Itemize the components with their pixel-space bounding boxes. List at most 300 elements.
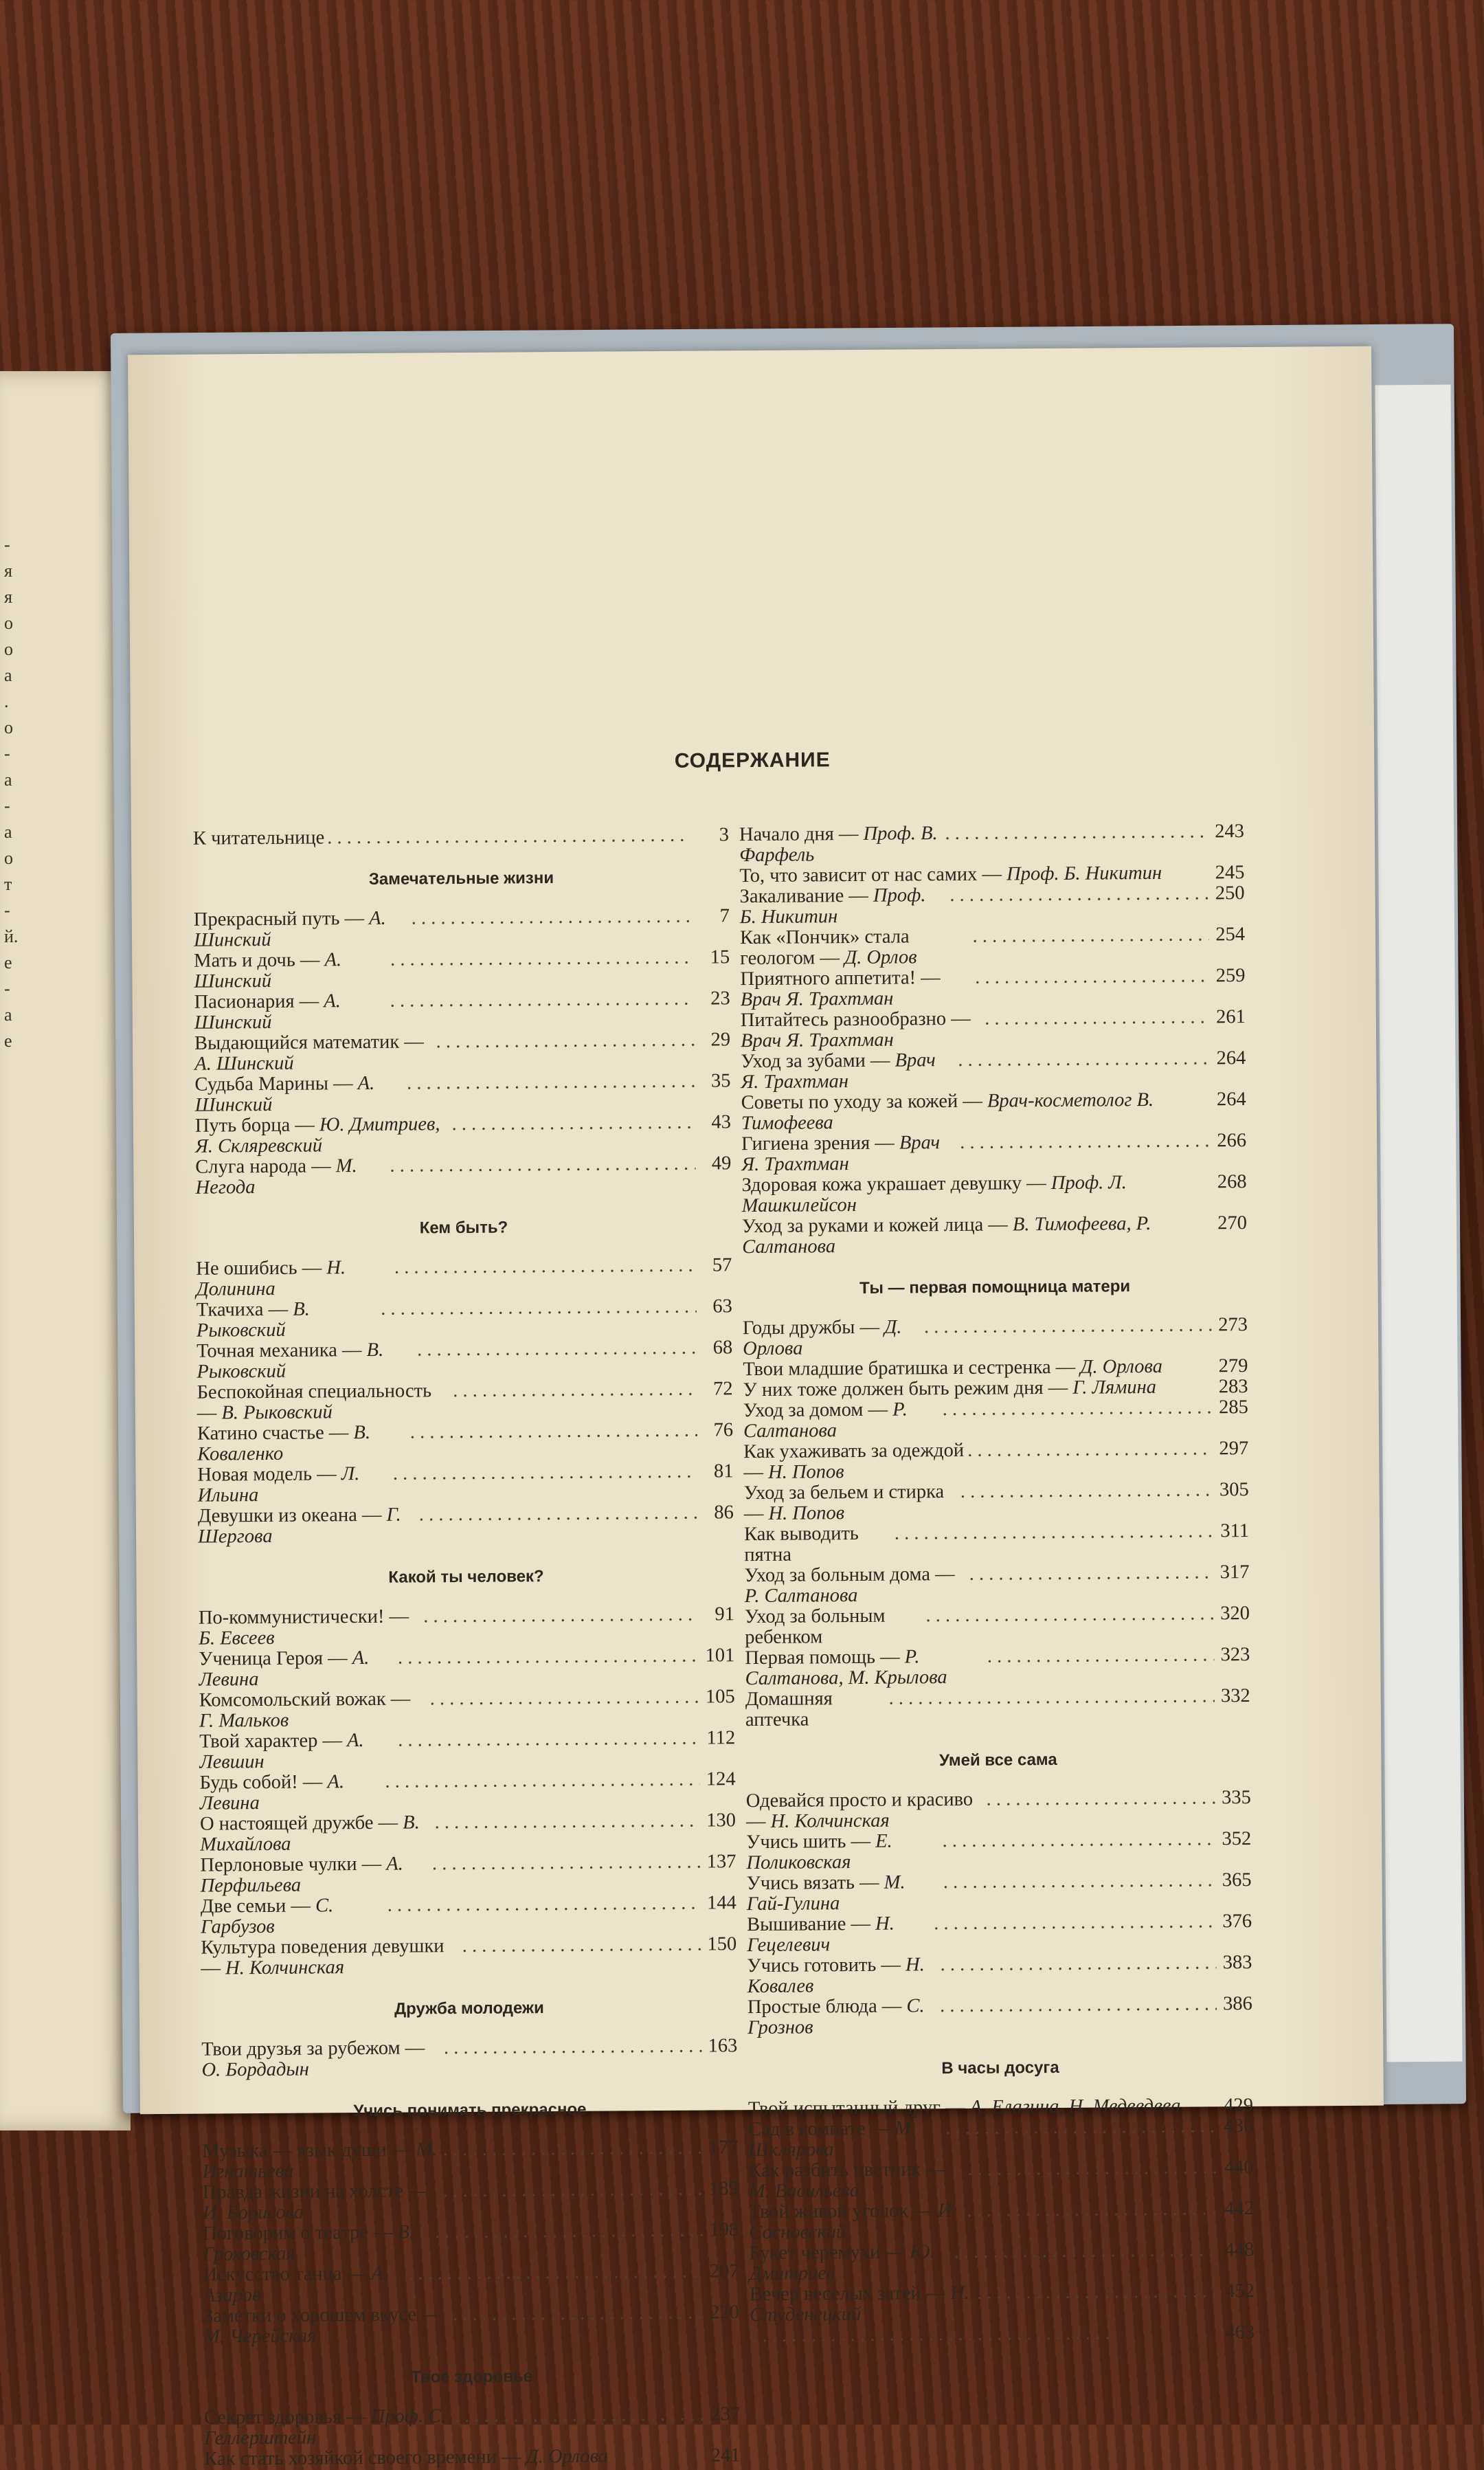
toc-entry xyxy=(741,1089,1246,1134)
page-number: 124 xyxy=(699,1769,735,1790)
leader-dots xyxy=(965,1438,1213,1461)
toc-entry xyxy=(202,2137,738,2182)
entry-text: Твои друзья за рубежом — xyxy=(201,2037,425,2060)
entry-title xyxy=(199,1648,395,1691)
toc-entry xyxy=(741,1172,1246,1216)
entry-author: А. Елагина, Н. Медведева xyxy=(970,2095,1181,2118)
entry-text: По-коммунистически! — xyxy=(199,1606,409,1629)
left-page-fragment: а xyxy=(4,771,12,789)
leader-dots xyxy=(969,924,1209,946)
entry-author: М. Черейская xyxy=(203,2326,316,2348)
entry-title xyxy=(744,1564,967,1607)
page-number: 376 xyxy=(1216,1911,1252,1932)
toc-entry xyxy=(196,1337,732,1382)
entry-author: М. Игнатьева xyxy=(202,2139,437,2182)
leader-dots xyxy=(972,966,1209,988)
leader-dots xyxy=(385,1893,701,1916)
toc-entry xyxy=(741,1048,1246,1093)
leader-dots xyxy=(387,1154,695,1177)
leader-dots xyxy=(395,1728,699,1751)
page-number: 43 xyxy=(695,1112,731,1133)
entry-author: Е. Поликовская xyxy=(746,1831,892,1873)
page-number: 273 xyxy=(1212,1315,1248,1335)
entry-text: Простые блюда — xyxy=(747,1995,907,2018)
section-heading: Замечательные жизни xyxy=(193,867,729,890)
entry-author: Проф. Л. Машкилейсон xyxy=(742,1172,1127,1216)
entry-title xyxy=(739,863,1208,887)
page-number: 297 xyxy=(1213,1438,1248,1459)
entry-author: В. Рыковский xyxy=(196,1299,310,1342)
toc-entry xyxy=(201,1893,737,1937)
entry-text: Две семьи — xyxy=(201,1895,315,1917)
page-number: 130 xyxy=(700,1810,736,1831)
leader-dots xyxy=(955,1048,1210,1071)
entry-author: Р. Салтанова xyxy=(743,1399,908,1442)
entry-text: Правда жизни на холсте — xyxy=(203,2180,428,2203)
entry-author: Н. Попов xyxy=(768,1461,844,1483)
page-number: 320 xyxy=(1214,1603,1250,1624)
toc-column-right xyxy=(739,821,1255,2346)
entry-author: М. Негода xyxy=(195,1155,357,1199)
entry-author: Врач-косметолог В. Тимофеева xyxy=(741,1089,1154,1134)
entry-title xyxy=(747,1996,938,2038)
entry-author: Ю. Дмитриев, Я. Скляревский xyxy=(195,1113,440,1157)
entry-author: Проф. В. Фарфель xyxy=(739,823,938,866)
entry-author: Н. Студенецкий xyxy=(750,2282,969,2326)
entry-title xyxy=(193,827,324,849)
page-number: 72 xyxy=(697,1379,733,1399)
toc-entry xyxy=(740,883,1245,928)
toc-entry xyxy=(194,947,730,992)
entry-text: Беспокойная специальность — xyxy=(197,1380,432,1423)
toc-entry xyxy=(750,2281,1255,2326)
entry-title xyxy=(204,2446,704,2470)
toc-entry xyxy=(744,1521,1249,1566)
toc-entry xyxy=(748,2116,1253,2161)
toc-entry xyxy=(201,2036,737,2080)
toc-entry xyxy=(199,1769,735,1814)
leader-dots xyxy=(937,1994,1217,2016)
entry-title xyxy=(197,1423,407,1465)
leader-dots xyxy=(974,2281,1219,2303)
entry-author: Проф. Б. Никитин xyxy=(740,884,926,928)
leader-dots xyxy=(943,2116,1217,2139)
toc-entry xyxy=(750,2322,1255,2346)
entry-text: Судьба Марины — xyxy=(194,1073,357,1095)
page-number: 264 xyxy=(1210,1048,1246,1069)
page-number: 81 xyxy=(697,1461,733,1482)
entry-author: Р. Салтанова xyxy=(745,1585,858,1607)
section-heading: Какой ты человек? xyxy=(198,1566,734,1588)
entry-text: Ученица Героя — xyxy=(199,1647,352,1670)
entry-text: Не ошибись — xyxy=(196,1257,326,1279)
leader-dots xyxy=(940,1397,1213,1420)
entry-text: Выдающийся математик — xyxy=(194,1031,424,1054)
cover-edge xyxy=(1375,385,1462,2062)
toc-entry xyxy=(740,924,1245,969)
toc-entry xyxy=(203,2179,739,2223)
page-number: 365 xyxy=(1216,1870,1252,1891)
toc-entry xyxy=(203,2261,739,2306)
leader-dots xyxy=(937,1952,1216,1975)
toc-entry xyxy=(743,1315,1248,1359)
page-number: 352 xyxy=(1215,1829,1251,1849)
leader-dots xyxy=(939,1829,1215,1851)
entry-text: Комсомольский вожак — xyxy=(199,1689,411,1711)
entry-author: А. Шинский xyxy=(194,908,386,951)
entry-text: Как ухаживать за одеждой — xyxy=(743,1440,964,1483)
page-number: 76 xyxy=(697,1420,733,1440)
page-number: 452 xyxy=(1219,2281,1255,2302)
entry-text: Культура поведения девушки — xyxy=(201,1935,444,1979)
entry-title xyxy=(745,1689,886,1731)
toc-entry xyxy=(747,1870,1252,1915)
entry-author: Л. Ильина xyxy=(198,1463,360,1506)
entry-author: В. Гроховская xyxy=(203,2222,414,2265)
page-number: 163 xyxy=(701,2036,737,2056)
entry-text: Как выводить пятна xyxy=(744,1523,859,1566)
entry-title xyxy=(201,2038,441,2080)
left-page-fragment: . xyxy=(4,693,9,711)
leader-dots xyxy=(414,1338,697,1361)
page-number: 383 xyxy=(1216,1952,1252,1973)
left-page xyxy=(0,371,131,2130)
entry-text: Пасионария — xyxy=(194,990,324,1012)
leader-dots xyxy=(432,2221,703,2243)
entry-text: Годы дружбы — xyxy=(743,1317,884,1339)
page-number: 323 xyxy=(1214,1645,1250,1665)
entry-title xyxy=(198,1504,416,1547)
leader-dots xyxy=(952,2240,1219,2262)
page-number: 91 xyxy=(699,1604,734,1625)
entry-text: Советы по уходу за кожей — xyxy=(741,1091,987,1114)
entry-text: У них тоже должен быть режим дня — xyxy=(743,1377,1073,1401)
entry-author: А. Шинский xyxy=(194,990,341,1033)
toc-entry xyxy=(744,1480,1249,1524)
entry-author: В. Тимофеева, Р. Салтанова xyxy=(742,1213,1151,1258)
entry-title xyxy=(744,1524,892,1566)
toc-entry xyxy=(746,1829,1251,1873)
leader-dots xyxy=(387,948,694,970)
leader-dots xyxy=(985,1645,1215,1667)
left-page-fragment: а xyxy=(4,667,12,685)
page-number: 264 xyxy=(1211,1089,1246,1110)
section-heading: Учись понимать прекрасное xyxy=(202,2099,738,2122)
entry-title xyxy=(203,2264,405,2306)
entry-title xyxy=(741,1050,955,1093)
leader-dots xyxy=(921,1315,1212,1337)
entry-text: Приятного аппетита! — xyxy=(740,967,940,990)
page-number: 268 xyxy=(1211,1172,1246,1192)
entry-title xyxy=(743,1377,1213,1401)
entry-author: Б. Евсеев xyxy=(199,1627,275,1649)
entry-title xyxy=(743,1317,921,1359)
entry-author: В. Рыковский xyxy=(196,1339,383,1383)
leader-dots xyxy=(387,989,695,1012)
page-number: 250 xyxy=(1208,883,1244,904)
toc-entry xyxy=(196,1255,732,1300)
entry-text: Как «Пончик» стала геологом — xyxy=(740,926,910,969)
page-number: 285 xyxy=(1213,1397,1248,1418)
toc-entry xyxy=(199,1687,735,1731)
toc-entry xyxy=(749,2199,1254,2243)
leader-dots xyxy=(450,1379,697,1402)
entry-author: Г. Шергова xyxy=(198,1504,401,1548)
entry-title xyxy=(741,1089,1211,1134)
entry-title xyxy=(196,1339,414,1382)
entry-title xyxy=(743,1440,965,1483)
entry-text: Первая помощь — xyxy=(745,1647,905,1669)
toc-entry xyxy=(745,1686,1250,1731)
toc-entry xyxy=(195,1112,731,1157)
leader-dots xyxy=(923,1603,1214,1626)
leader-dots xyxy=(407,1421,697,1443)
leader-dots xyxy=(431,1811,700,1834)
entry-title xyxy=(748,2159,965,2202)
page-number: 442 xyxy=(1218,2199,1254,2219)
entry-title xyxy=(197,1381,451,1424)
toc-entry xyxy=(197,1379,733,1423)
entry-title xyxy=(194,1032,434,1074)
toc-entry xyxy=(743,1397,1248,1442)
entry-title xyxy=(748,2118,943,2161)
toc-entry xyxy=(199,1645,734,1690)
entry-author: Врач Я. Трахтман xyxy=(741,1030,894,1052)
entry-title xyxy=(196,1258,392,1300)
page-number: 237 xyxy=(704,2404,740,2425)
entry-title xyxy=(742,1213,1211,1258)
toc-entry xyxy=(194,906,730,950)
left-page-fragment: - xyxy=(4,980,10,998)
entry-author: Д. Орлова xyxy=(1080,1356,1162,1378)
entry-author: М. Васильева xyxy=(749,2180,859,2202)
left-page-fragment: - xyxy=(4,536,10,554)
entry-text: Ткачиха — xyxy=(196,1299,293,1321)
page-number: 198 xyxy=(703,2220,739,2240)
toc-entry xyxy=(199,1604,734,1649)
leader-dots xyxy=(420,1605,699,1627)
entry-title xyxy=(739,823,943,866)
entry-title xyxy=(203,2181,441,2223)
toc-entry xyxy=(739,821,1244,866)
toc-entry xyxy=(195,1153,731,1198)
left-page-fragment: а xyxy=(4,823,12,841)
entry-text: Твой испытанный друг — xyxy=(748,2097,970,2119)
section-heading: Кем быть? xyxy=(196,1216,732,1239)
leader-dots xyxy=(440,2138,703,2161)
entry-author: Врач Я. Трахтман xyxy=(741,1049,935,1093)
entry-title xyxy=(195,1156,387,1199)
entry-author: И. Борисова xyxy=(203,2202,304,2224)
leader-dots xyxy=(450,2303,704,2326)
entry-text: Прекрасный путь — xyxy=(194,908,370,931)
entry-text: Учись шить — xyxy=(746,1831,875,1853)
entry-text: Закаливание — xyxy=(740,885,874,907)
page-number: 101 xyxy=(699,1645,734,1666)
entry-author: Н. Долинина xyxy=(196,1257,346,1300)
entry-author: А. Левшин xyxy=(199,1730,363,1773)
leader-dots xyxy=(947,883,1208,906)
left-page-fragment: й. xyxy=(4,928,18,946)
entry-title xyxy=(741,1009,982,1052)
page-number: 279 xyxy=(1212,1356,1248,1377)
entry-text: Учись готовить — xyxy=(747,1955,906,1977)
leader-dots xyxy=(429,1852,701,1875)
entry-title xyxy=(743,1399,940,1442)
leader-dots xyxy=(452,2405,704,2427)
left-page-fragment: о xyxy=(4,614,13,632)
entry-title xyxy=(199,1731,395,1773)
left-page-fragment: - xyxy=(4,745,10,763)
leader-dots xyxy=(886,1686,1214,1709)
leader-dots xyxy=(982,1007,1210,1029)
left-page-fragment: о xyxy=(4,641,13,658)
toc-entry xyxy=(743,1438,1248,1483)
left-page-fragment: о xyxy=(4,719,13,737)
section-heading: Твое здоровье xyxy=(204,2366,740,2388)
entry-title xyxy=(746,1831,940,1873)
section-heading: Дружба молодежи xyxy=(201,1997,737,2020)
leader-dots xyxy=(392,1256,697,1278)
page-number: 35 xyxy=(695,1071,730,1091)
toc-entry xyxy=(194,1030,730,1074)
page-number: 220 xyxy=(704,2302,739,2323)
entry-title xyxy=(201,1895,385,1938)
entry-title xyxy=(750,2283,975,2326)
page-number: 261 xyxy=(1210,1007,1246,1027)
left-page-fragment: е xyxy=(4,1032,12,1050)
entry-author: Врач Я. Трахтман xyxy=(741,988,894,1011)
entry-title xyxy=(749,2242,952,2284)
entry-title xyxy=(196,1299,379,1342)
entry-text: Как стать хозяйкой своего времени — xyxy=(204,2446,526,2469)
left-page-fragment: я xyxy=(4,588,12,606)
page-number: 436 xyxy=(1217,2116,1253,2137)
entry-author: А. Шинский xyxy=(194,1053,293,1075)
entry-text: Уход за бельем и стирка — xyxy=(744,1481,945,1524)
toc-entry xyxy=(193,825,729,849)
page-number: 150 xyxy=(701,1934,737,1955)
entry-text: Твои младшие братишка и сестренка — xyxy=(743,1357,1080,1380)
entry-author: С. Гарбузов xyxy=(201,1895,333,1937)
toc-entry xyxy=(749,2240,1254,2284)
entry-title xyxy=(194,909,409,951)
toc-entry xyxy=(203,2302,739,2347)
entry-title xyxy=(747,1872,941,1915)
page-number: 448 xyxy=(1218,2240,1254,2260)
entry-title xyxy=(200,1812,432,1855)
page-number: 137 xyxy=(700,1851,736,1872)
toc-entry xyxy=(201,1934,737,1979)
toc-entry xyxy=(200,1851,736,1896)
entry-text: Новая модель — xyxy=(197,1463,341,1485)
entry-text: Начало дня — xyxy=(739,823,864,845)
entry-title xyxy=(741,1133,957,1175)
toc-entry xyxy=(747,1994,1252,2038)
leader-dots xyxy=(942,821,1208,844)
toc-entry xyxy=(742,1213,1247,1258)
entry-title xyxy=(747,1913,932,1956)
page-number: 68 xyxy=(697,1337,732,1358)
toc-entry xyxy=(747,1911,1252,1956)
left-page-fragment: я xyxy=(4,562,12,580)
entry-text: Здоровая кожа украшает девушку — xyxy=(741,1172,1050,1196)
page-number: 254 xyxy=(1209,924,1245,945)
leader-dots xyxy=(964,2199,1218,2221)
toc-entry xyxy=(197,1420,733,1465)
entry-text: Сад в комнате — xyxy=(748,2118,895,2140)
entry-title xyxy=(203,2304,450,2348)
leader-dots xyxy=(427,1687,699,1710)
entry-author: А. Шинский xyxy=(194,949,341,992)
entry-text: Уход за больным ребенком xyxy=(745,1605,886,1648)
entry-text: Мать и дочь — xyxy=(194,949,325,971)
left-page-fragment: - xyxy=(4,797,10,815)
leader-dots xyxy=(416,1503,698,1526)
entry-author: А. Перфильева xyxy=(201,1854,403,1897)
page-number: 3 xyxy=(693,825,729,845)
entry-text: Точная механика — xyxy=(196,1339,367,1362)
entry-author: Врач Я. Трахтман xyxy=(741,1132,940,1175)
entry-author: В. Рыковский xyxy=(221,1401,333,1423)
entry-text: Вышивание — xyxy=(747,1913,875,1935)
entry-title xyxy=(197,1464,390,1506)
entry-text: То, что зависит от нас самих — xyxy=(739,863,1007,887)
page-number: 270 xyxy=(1211,1213,1247,1234)
entry-author: Д. Орлова xyxy=(743,1317,901,1360)
page-number: 429 xyxy=(1217,2095,1253,2116)
page-number: 332 xyxy=(1215,1686,1250,1706)
page-title: СОДЕРЖАНИЕ xyxy=(131,745,1374,777)
leader-dots xyxy=(409,906,694,929)
entry-text: Катино счастье — xyxy=(197,1422,354,1445)
leader-dots xyxy=(957,1131,1211,1153)
entry-text: Музыка — язык души — xyxy=(202,2139,416,2161)
entry-title xyxy=(200,1854,429,1896)
toc-entry xyxy=(745,1603,1250,1648)
leader-dots xyxy=(378,1297,697,1320)
entry-title xyxy=(741,1172,1211,1216)
page-number: 112 xyxy=(699,1728,735,1748)
leader-dots xyxy=(449,1113,695,1135)
entry-author: Г. Лямина xyxy=(1072,1377,1156,1399)
toc-entry xyxy=(747,1952,1252,1997)
toc-entry xyxy=(745,1645,1250,1689)
entry-author: Ю. Дмитриев xyxy=(749,2241,934,2284)
leader-dots xyxy=(440,2179,703,2202)
entry-author: А. Левина xyxy=(199,1647,369,1691)
entry-text: Слуга народа — xyxy=(195,1155,336,1177)
page-number: 49 xyxy=(695,1153,731,1174)
entry-author: А. Шинский xyxy=(195,1073,375,1116)
entry-text: Уход за зубами — xyxy=(741,1050,895,1073)
toc-entry xyxy=(203,2220,739,2265)
leader-dots xyxy=(382,1770,699,1792)
entry-text: Перлоновые чулки — xyxy=(200,1854,386,1876)
entry-title xyxy=(201,1936,460,1979)
entry-title xyxy=(744,1482,958,1524)
page-number: 317 xyxy=(1213,1562,1249,1583)
entry-title xyxy=(194,950,387,992)
page-number: 311 xyxy=(1213,1521,1249,1542)
entry-author: А. Азаров xyxy=(203,2263,388,2306)
entry-text: Будь собой! — xyxy=(199,1771,327,1793)
entry-text: Заметки о хорошем вкусе — xyxy=(203,2304,441,2326)
entry-title xyxy=(199,1772,382,1814)
entry-text: Искусство танца — xyxy=(203,2263,371,2286)
section-heading: Умей все сама xyxy=(745,1749,1250,1772)
entry-author: И. Сосновский xyxy=(749,2200,957,2243)
